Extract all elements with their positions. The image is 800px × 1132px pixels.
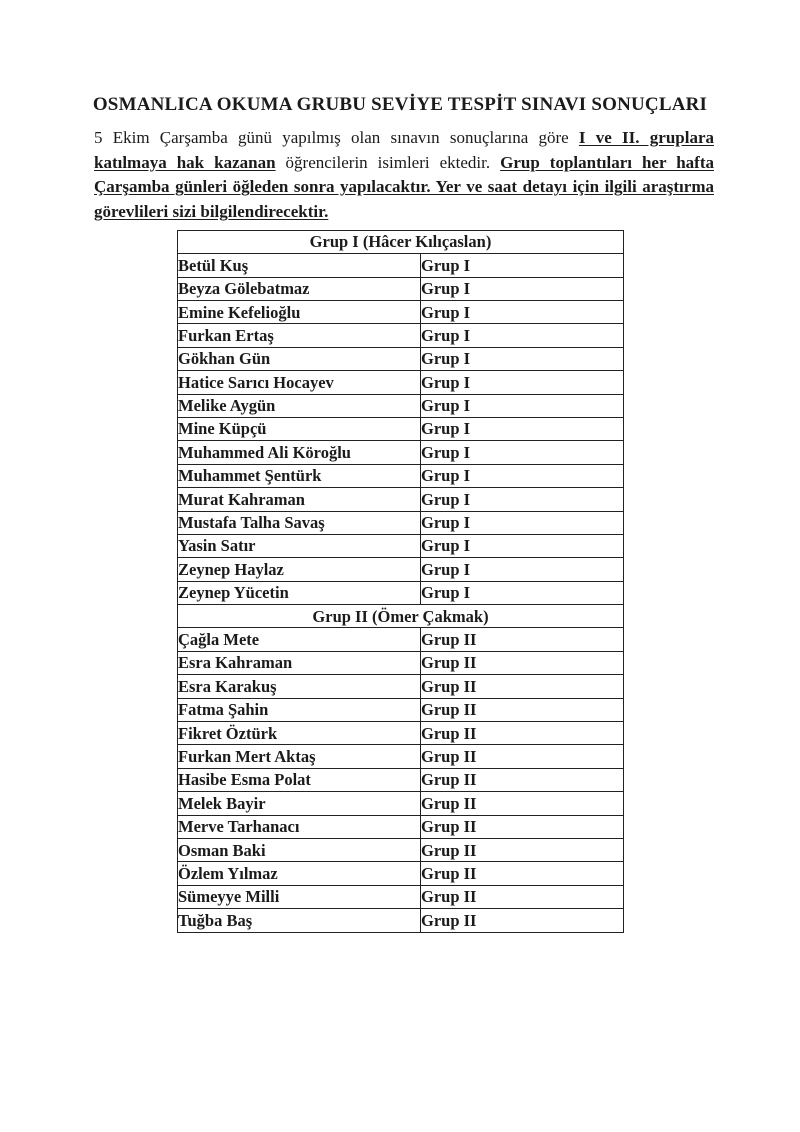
student-group-cell: Grup II	[421, 745, 624, 768]
student-name-cell: Furkan Mert Aktaş	[178, 745, 421, 768]
student-name-cell: Hasibe Esma Polat	[178, 768, 421, 791]
student-row	[178, 628, 624, 651]
student-name-cell: Fatma Şahin	[178, 698, 421, 721]
student-group-cell: Grup II	[421, 675, 624, 698]
student-group-cell: Grup I	[421, 441, 624, 464]
student-row	[178, 698, 624, 721]
student-row	[178, 838, 624, 861]
student-group-cell: Grup I	[421, 534, 624, 557]
student-name-cell: Zeynep Haylaz	[178, 558, 421, 581]
student-row	[178, 464, 624, 487]
student-row	[178, 651, 624, 674]
intro-segment-bold-underline-1: I ve II. gruplara katılmaya hak kazanan	[94, 128, 714, 172]
student-name-cell: Gökhan Gün	[178, 347, 421, 370]
student-row	[178, 558, 624, 581]
student-name-cell: Muhammed Ali Köroğlu	[178, 441, 421, 464]
student-row	[178, 371, 624, 394]
student-group-cell: Grup I	[421, 254, 624, 277]
student-name-cell: Fikret Öztürk	[178, 722, 421, 745]
student-group-cell: Grup II	[421, 862, 624, 885]
student-name-cell: Mustafa Talha Savaş	[178, 511, 421, 534]
student-group-cell: Grup II	[421, 628, 624, 651]
student-name-cell: Sümeyye Milli	[178, 885, 421, 908]
student-name-cell: Murat Kahraman	[178, 488, 421, 511]
student-group-cell: Grup II	[421, 838, 624, 861]
student-row	[178, 768, 624, 791]
student-name-cell: Muhammet Şentürk	[178, 464, 421, 487]
student-name-cell: Esra Kahraman	[178, 651, 421, 674]
group-section-header: Grup II (Ömer Çakmak)	[178, 605, 624, 628]
student-name-cell: Betül Kuş	[178, 254, 421, 277]
student-group-cell: Grup I	[421, 558, 624, 581]
student-name-cell: Melike Aygün	[178, 394, 421, 417]
student-name-cell: Merve Tarhanacı	[178, 815, 421, 838]
student-name-cell: Esra Karakuş	[178, 675, 421, 698]
student-row	[178, 792, 624, 815]
student-row	[178, 254, 624, 277]
student-row	[178, 815, 624, 838]
student-name-cell: Zeynep Yücetin	[178, 581, 421, 604]
student-name-cell: Furkan Ertaş	[178, 324, 421, 347]
document-title: OSMANLICA OKUMA GRUBU SEVİYE TESPİT SINAVI SONUÇLARI	[92, 94, 708, 115]
student-group-cell: Grup II	[421, 768, 624, 791]
student-name-cell: Özlem Yılmaz	[178, 862, 421, 885]
student-row	[178, 511, 624, 534]
student-group-cell: Grup II	[421, 792, 624, 815]
student-group-cell: Grup I	[421, 417, 624, 440]
intro-paragraph	[94, 126, 714, 225]
results-table	[177, 230, 624, 933]
student-group-cell: Grup I	[421, 324, 624, 347]
student-group-cell: Grup I	[421, 371, 624, 394]
intro-segment-plain-2: öğrencilerin isimleri ektedir.	[275, 152, 501, 172]
student-group-cell: Grup I	[421, 347, 624, 370]
student-group-cell: Grup I	[421, 394, 624, 417]
student-group-cell: Grup I	[421, 488, 624, 511]
student-row	[178, 745, 624, 768]
student-row	[178, 722, 624, 745]
student-name-cell: Emine Kefelioğlu	[178, 300, 421, 323]
student-row	[178, 534, 624, 557]
student-group-cell: Grup II	[421, 909, 624, 932]
student-row	[178, 862, 624, 885]
student-row	[178, 394, 624, 417]
student-row	[178, 417, 624, 440]
student-name-cell: Çağla Mete	[178, 628, 421, 651]
student-row	[178, 675, 624, 698]
student-group-cell: Grup II	[421, 722, 624, 745]
intro-segment-plain-1: 5 Ekim Çarşamba günü yapılmış olan sınavın sonuçlarına göre	[94, 128, 579, 147]
student-row	[178, 885, 624, 908]
student-row	[178, 909, 624, 932]
student-row	[178, 300, 624, 323]
results-table-body	[178, 230, 624, 932]
group-section-header-row	[178, 605, 624, 628]
group-section-header-row	[178, 230, 624, 253]
student-row	[178, 347, 624, 370]
student-name-cell: Yasin Satır	[178, 534, 421, 557]
student-row	[178, 581, 624, 604]
student-name-cell: Hatice Sarıcı Hocayev	[178, 371, 421, 394]
intro-segment-bold-underline-2: Grup toplantıları her hafta Çarşamba günleri öğleden sonra yapılacaktır. Yer ve saat detayı için ilgili araştırma görevlileri sizi bilgilendirecektir.	[94, 152, 714, 222]
student-name-cell: Melek Bayir	[178, 792, 421, 815]
student-row	[178, 277, 624, 300]
student-group-cell: Grup I	[421, 581, 624, 604]
student-row	[178, 488, 624, 511]
student-group-cell: Grup II	[421, 698, 624, 721]
student-name-cell: Mine Küpçü	[178, 417, 421, 440]
student-group-cell: Grup I	[421, 300, 624, 323]
student-group-cell: Grup I	[421, 277, 624, 300]
student-row	[178, 324, 624, 347]
student-group-cell: Grup I	[421, 511, 624, 534]
student-name-cell: Osman Baki	[178, 838, 421, 861]
student-row	[178, 441, 624, 464]
student-name-cell: Beyza Gölebatmaz	[178, 277, 421, 300]
group-section-header: Grup I (Hâcer Kılıçaslan)	[178, 230, 624, 253]
student-group-cell: Grup II	[421, 815, 624, 838]
student-group-cell: Grup II	[421, 885, 624, 908]
student-group-cell: Grup II	[421, 651, 624, 674]
student-group-cell: Grup I	[421, 464, 624, 487]
student-name-cell: Tuğba Baş	[178, 909, 421, 932]
